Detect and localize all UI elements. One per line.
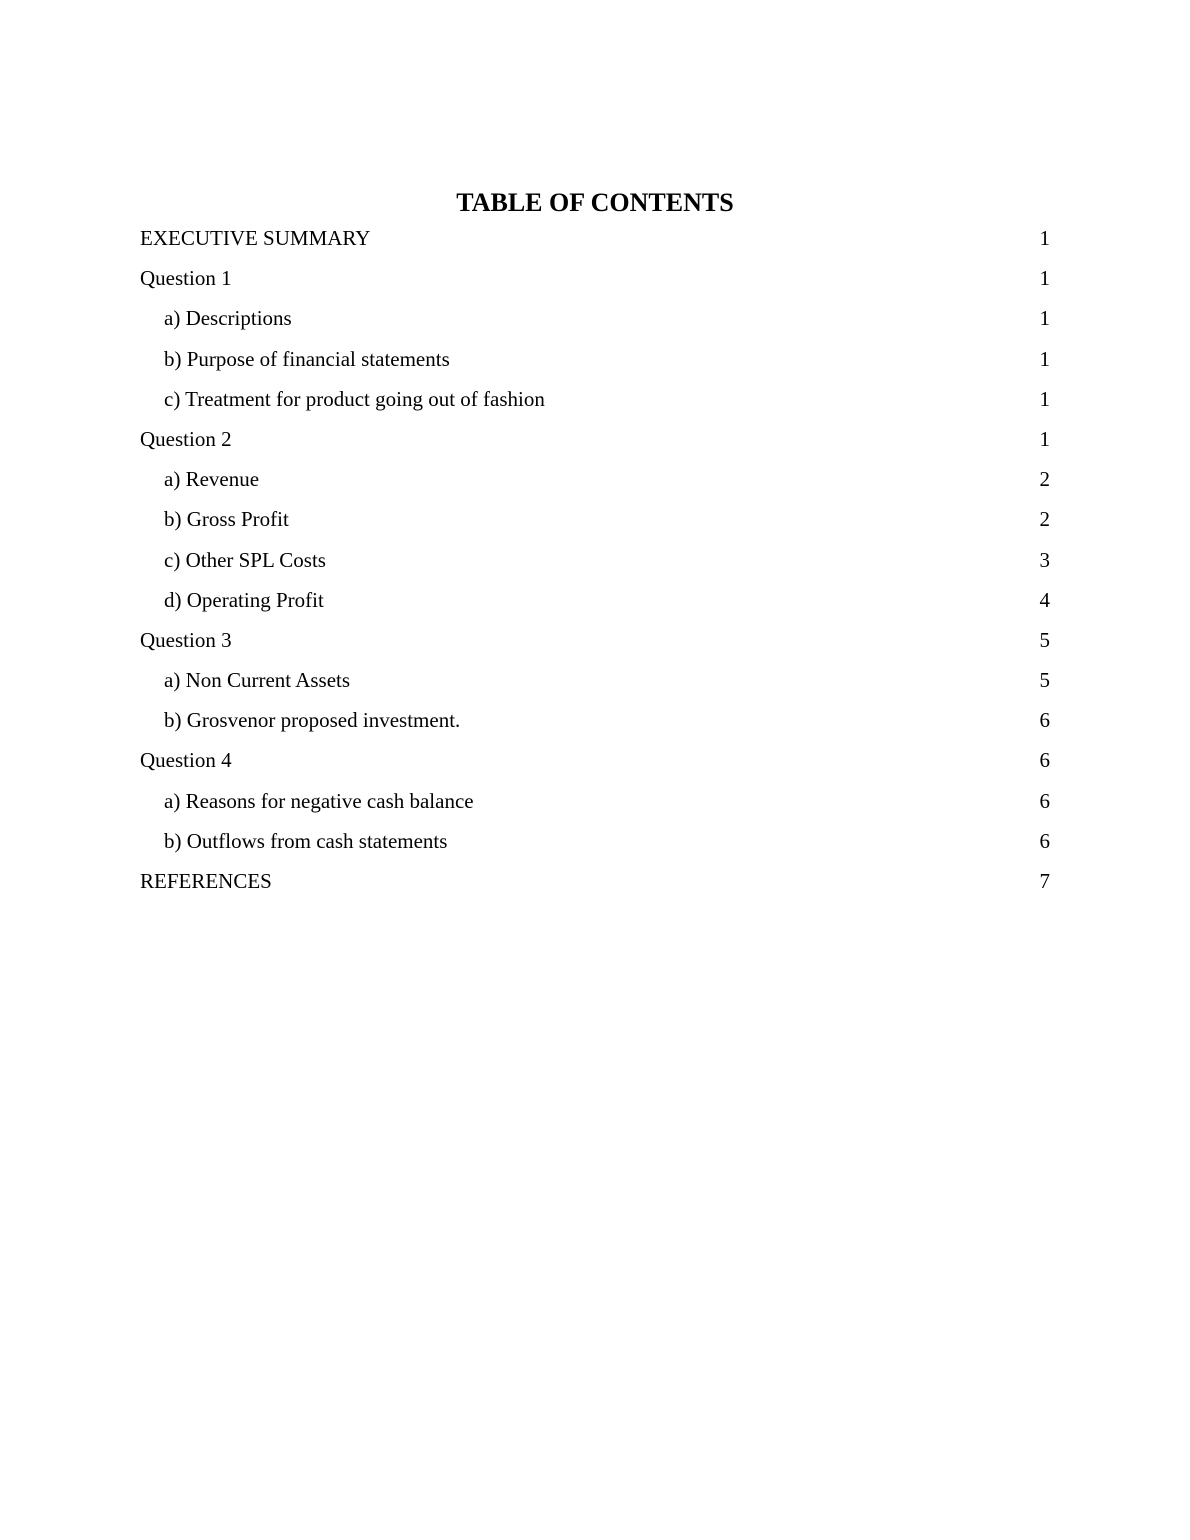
- toc-entry-question-1[interactable]: [140, 262, 1050, 302]
- toc-entry-label: Question 3: [140, 627, 232, 652]
- toc-entry-grosvenor-proposed-investment[interactable]: [140, 704, 1050, 744]
- toc-entry-page: 1: [1040, 223, 1051, 253]
- toc-entry-reasons-for-negative-cash-balance[interactable]: [140, 785, 1050, 825]
- toc-entry-non-current-assets[interactable]: [140, 664, 1050, 704]
- toc-entry-question-2[interactable]: [140, 423, 1050, 463]
- toc-entry-label: a) Reasons for negative cash balance: [164, 788, 474, 813]
- toc-entry-page: 6: [1040, 705, 1051, 735]
- toc-entry-page: 1: [1040, 303, 1051, 333]
- toc-entry-label: b) Purpose of financial statements: [164, 346, 450, 371]
- toc-entry-descriptions[interactable]: [140, 302, 1050, 342]
- toc-entry-label: a) Descriptions: [164, 306, 292, 331]
- toc-entry-label: EXECUTIVE SUMMARY: [140, 226, 371, 250]
- toc-entry-label: b) Gross Profit: [164, 507, 295, 532]
- toc-title: TABLE OF CONTENTS: [456, 188, 734, 217]
- toc-entry-page: 6: [1040, 826, 1051, 856]
- toc-entry-outflows-from-cash-statements[interactable]: [140, 825, 1050, 865]
- toc-entry-page: 1: [1040, 263, 1051, 293]
- toc-entry-references[interactable]: [140, 865, 1050, 905]
- toc-entry-label: b) Grosvenor proposed investment.: [164, 708, 466, 733]
- toc-entry-page: 7: [1040, 866, 1051, 896]
- toc-list: [140, 222, 1050, 905]
- toc-entry-page: 2: [1040, 504, 1051, 534]
- toc-entry-treatment-for-product[interactable]: [140, 383, 1050, 423]
- toc-entry-page: 1: [1040, 384, 1051, 414]
- toc-entry-label: REFERENCES: [140, 869, 272, 893]
- toc-entry-page: 6: [1040, 786, 1051, 816]
- toc-entry-revenue[interactable]: [140, 463, 1050, 503]
- toc-entry-page: 2: [1040, 464, 1051, 494]
- toc-entry-question-3[interactable]: [140, 624, 1050, 664]
- toc-entry-label: c) Treatment for product going out of fashion: [164, 386, 545, 411]
- toc-entry-page: 1: [1040, 344, 1051, 374]
- toc-entry-question-4[interactable]: [140, 744, 1050, 784]
- toc-entry-label: Question 4: [140, 748, 232, 773]
- toc-entry-purpose-of-financial-statements[interactable]: [140, 343, 1050, 383]
- toc-entry-operating-profit[interactable]: [140, 584, 1050, 624]
- toc-entry-label: d) Operating Profit: [164, 587, 330, 612]
- toc-entry-page: 6: [1040, 745, 1051, 775]
- toc-entry-page: 4: [1040, 585, 1051, 615]
- toc-entry-page: 1: [1040, 424, 1051, 454]
- toc-entry-gross-profit[interactable]: [140, 503, 1050, 543]
- toc-entry-page: 3: [1040, 545, 1051, 575]
- toc-entry-label: Question 2: [140, 426, 232, 451]
- toc-entry-label: c) Other SPL Costs: [164, 547, 332, 572]
- toc-entry-other-spl-costs[interactable]: [140, 544, 1050, 584]
- toc-entry-label: Question 1: [140, 266, 232, 291]
- toc-entry-label: a) Non Current Assets: [164, 668, 356, 693]
- toc-entry-label: a) Revenue: [164, 467, 265, 492]
- toc-entry-page: 5: [1040, 625, 1051, 655]
- toc-entry-label: b) Outflows from cash statements: [164, 828, 448, 853]
- toc-entry-page: 5: [1040, 665, 1051, 695]
- toc-entry-executive-summary[interactable]: [140, 222, 1050, 262]
